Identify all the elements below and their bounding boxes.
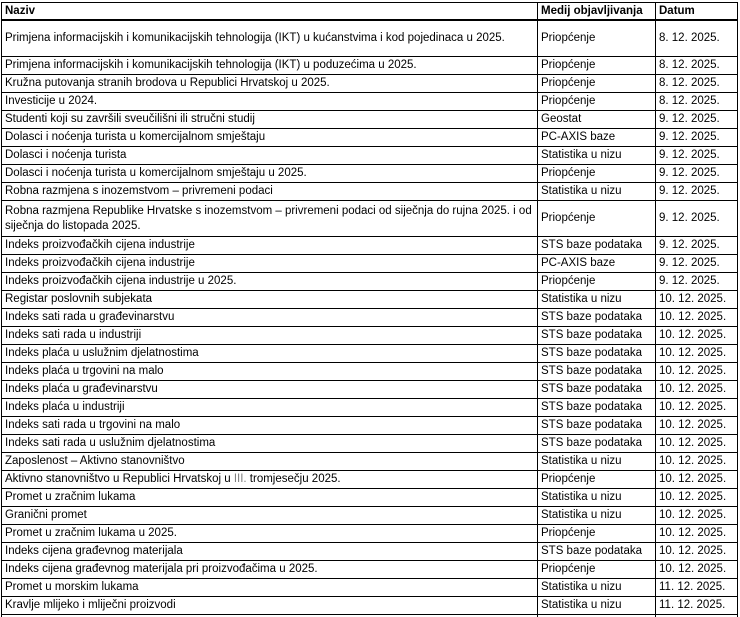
table-row [2,93,738,111]
table-row [2,363,738,381]
table-row [2,579,738,597]
naziv-segment: Aktivno stanovništvo u Republici Hrvatskoj u [5,473,234,485]
cell-datum: 10. 12. 2025. [656,435,738,453]
cell-datum: 10. 12. 2025. [656,327,738,345]
header-row [2,3,738,21]
table-row [2,201,738,237]
cell-medij: Statistika u nizu [538,183,656,201]
cell-naziv: Promet u morskim lukama [2,579,538,597]
table-row [2,543,738,561]
cell-naziv: Studenti koji su završili sveučilišni ili stručni studij [2,111,538,129]
table-row [2,489,738,507]
cell-naziv: Zaposlenost – Aktivno stanovništvo [2,453,538,471]
table-row [2,399,738,417]
table-row [2,525,738,543]
cell-medij: STS baze podataka [538,327,656,345]
cell-medij: Statistika u nizu [538,579,656,597]
cell-medij: STS baze podataka [538,543,656,561]
release-table [1,2,738,617]
cell-naziv: Kravlje mlijeko i mliječni proizvodi [2,597,538,615]
cell-datum: 10. 12. 2025. [656,453,738,471]
cell-datum: 9. 12. 2025. [656,111,738,129]
table-row [2,381,738,399]
column-header-naziv: Naziv [2,3,538,21]
cell-naziv: Indeks cijena građevnog materijala pri proizvođačima u 2025. [2,561,538,579]
cell-medij: Statistika u nizu [538,489,656,507]
cell-datum: 9. 12. 2025. [656,273,738,291]
cell-medij: Statistika u nizu [538,453,656,471]
cell-datum: 11. 12. 2025. [656,579,738,597]
cell-medij: Statistika u nizu [538,147,656,165]
table-row [2,237,738,255]
table-row [2,57,738,75]
cell-naziv: Robna razmjena Republike Hrvatske s inozemstvom – privremeni podaci od siječnja do rujna 2025. i od siječnja do listopada 2025. [2,201,538,237]
table-row [2,453,738,471]
cell-datum: 10. 12. 2025. [656,525,738,543]
cell-medij: STS baze podataka [538,381,656,399]
cell-naziv: Indeks proizvođačkih cijena industrije u 2025. [2,273,538,291]
cell-medij: PC-AXIS baze [538,255,656,273]
table-row [2,165,738,183]
cell-datum: 11. 12. 2025. [656,597,738,615]
cell-naziv: Indeks plaća u uslužnim djelatnostima [2,345,538,363]
table-row [2,417,738,435]
cell-naziv: Registar poslovnih subjekata [2,291,538,309]
cell-datum: 8. 12. 2025. [656,20,738,57]
cell-medij: Priopćenje [538,561,656,579]
cell-naziv: Indeks proizvođačkih cijena industrije [2,237,538,255]
release-calendar-table [1,2,739,617]
cell-datum: 9. 12. 2025. [656,183,738,201]
cell-datum: 8. 12. 2025. [656,75,738,93]
table-row [2,291,738,309]
cell-medij: STS baze podataka [538,237,656,255]
cell-medij: Geostat [538,111,656,129]
cell-medij: Priopćenje [538,165,656,183]
table-row [2,327,738,345]
table-row [2,147,738,165]
cell-naziv: Primjena informacijskih i komunikacijskih tehnologija (IKT) u kućanstvima i kod pojedinaca u 2025. [2,20,538,57]
table-row [2,20,738,57]
cell-medij: STS baze podataka [538,363,656,381]
cell-datum: 9. 12. 2025. [656,165,738,183]
cell-medij: Statistika u nizu [538,507,656,525]
cell-datum: 10. 12. 2025. [656,345,738,363]
cell-naziv: Indeks cijena građevnog materijala [2,543,538,561]
cell-datum: 10. 12. 2025. [656,471,738,489]
cell-datum: 10. 12. 2025. [656,417,738,435]
cell-datum: 10. 12. 2025. [656,309,738,327]
cell-naziv: Indeks plaća u trgovini na malo [2,363,538,381]
cell-datum: 9. 12. 2025. [656,147,738,165]
cell-medij: Priopćenje [538,20,656,57]
cell-medij: STS baze podataka [538,345,656,363]
cell-naziv: Promet u zračnim lukama [2,489,538,507]
table-row [2,309,738,327]
cell-medij: Priopćenje [538,93,656,111]
release-table-body [2,20,738,617]
cell-datum: 10. 12. 2025. [656,363,738,381]
table-row [2,507,738,525]
cell-datum: 10. 12. 2025. [656,381,738,399]
cell-medij: Priopćenje [538,471,656,489]
table-row [2,273,738,291]
cell-naziv: Dolasci i noćenja turista u komercijalnom smještaju [2,129,538,147]
cell-datum: 10. 12. 2025. [656,399,738,417]
naziv-muted-segment: III. [233,473,247,485]
naziv-segment: tromjesečju 2025. [246,473,341,485]
table-row [2,111,738,129]
cell-datum: 8. 12. 2025. [656,93,738,111]
cell-datum: 10. 12. 2025. [656,561,738,579]
cell-datum: 10. 12. 2025. [656,489,738,507]
table-row [2,255,738,273]
table-row [2,435,738,453]
cell-datum: 10. 12. 2025. [656,291,738,309]
cell-medij: Priopćenje [538,75,656,93]
cell-datum: 9. 12. 2025. [656,201,738,237]
cell-medij: Statistika u nizu [538,597,656,615]
cell-naziv: Robna razmjena s inozemstvom – privremeni podaci [2,183,538,201]
cell-datum: 9. 12. 2025. [656,237,738,255]
table-row [2,597,738,615]
cell-naziv: Indeks sati rada u uslužnim djelatnostima [2,435,538,453]
cell-naziv: Investicije u 2024. [2,93,538,111]
cell-naziv: Primjena informacijskih i komunikacijskih tehnologija (IKT) u poduzećima u 2025. [2,57,538,75]
cell-medij: STS baze podataka [538,435,656,453]
cell-datum: 9. 12. 2025. [656,129,738,147]
cell-medij: STS baze podataka [538,399,656,417]
cell-medij: Priopćenje [538,273,656,291]
cell-medij: STS baze podataka [538,417,656,435]
cell-datum: 9. 12. 2025. [656,255,738,273]
cell-naziv: Dolasci i noćenja turista u komercijalnom smještaju u 2025. [2,165,538,183]
table-row [2,183,738,201]
cell-naziv: Granični promet [2,507,538,525]
cell-naziv: Indeks plaća u industriji [2,399,538,417]
cell-naziv: Indeks plaća u građevinarstvu [2,381,538,399]
cell-naziv: Indeks sati rada u trgovini na malo [2,417,538,435]
column-header-datum: Datum [656,3,738,21]
table-row [2,471,738,489]
cell-naziv [2,471,538,489]
cell-datum: 10. 12. 2025. [656,507,738,525]
cell-medij: Priopćenje [538,525,656,543]
table-row [2,129,738,147]
cell-datum: 10. 12. 2025. [656,543,738,561]
cell-naziv: Kružna putovanja stranih brodova u Republici Hrvatskoj u 2025. [2,75,538,93]
cell-medij: Statistika u nizu [538,291,656,309]
table-row [2,561,738,579]
cell-naziv: Indeks sati rada u građevinarstvu [2,309,538,327]
cell-datum: 8. 12. 2025. [656,57,738,75]
cell-medij: Priopćenje [538,201,656,237]
cell-medij: Priopćenje [538,57,656,75]
table-row [2,75,738,93]
cell-naziv: Indeks sati rada u industriji [2,327,538,345]
column-header-medij: Medij objavljivanja [538,3,656,21]
cell-medij: PC-AXIS baze [538,129,656,147]
cell-naziv: Dolasci i noćenja turista [2,147,538,165]
cell-naziv: Indeks proizvođačkih cijena industrije [2,255,538,273]
cell-medij: STS baze podataka [538,309,656,327]
table-row [2,345,738,363]
cell-naziv: Promet u zračnim lukama u 2025. [2,525,538,543]
